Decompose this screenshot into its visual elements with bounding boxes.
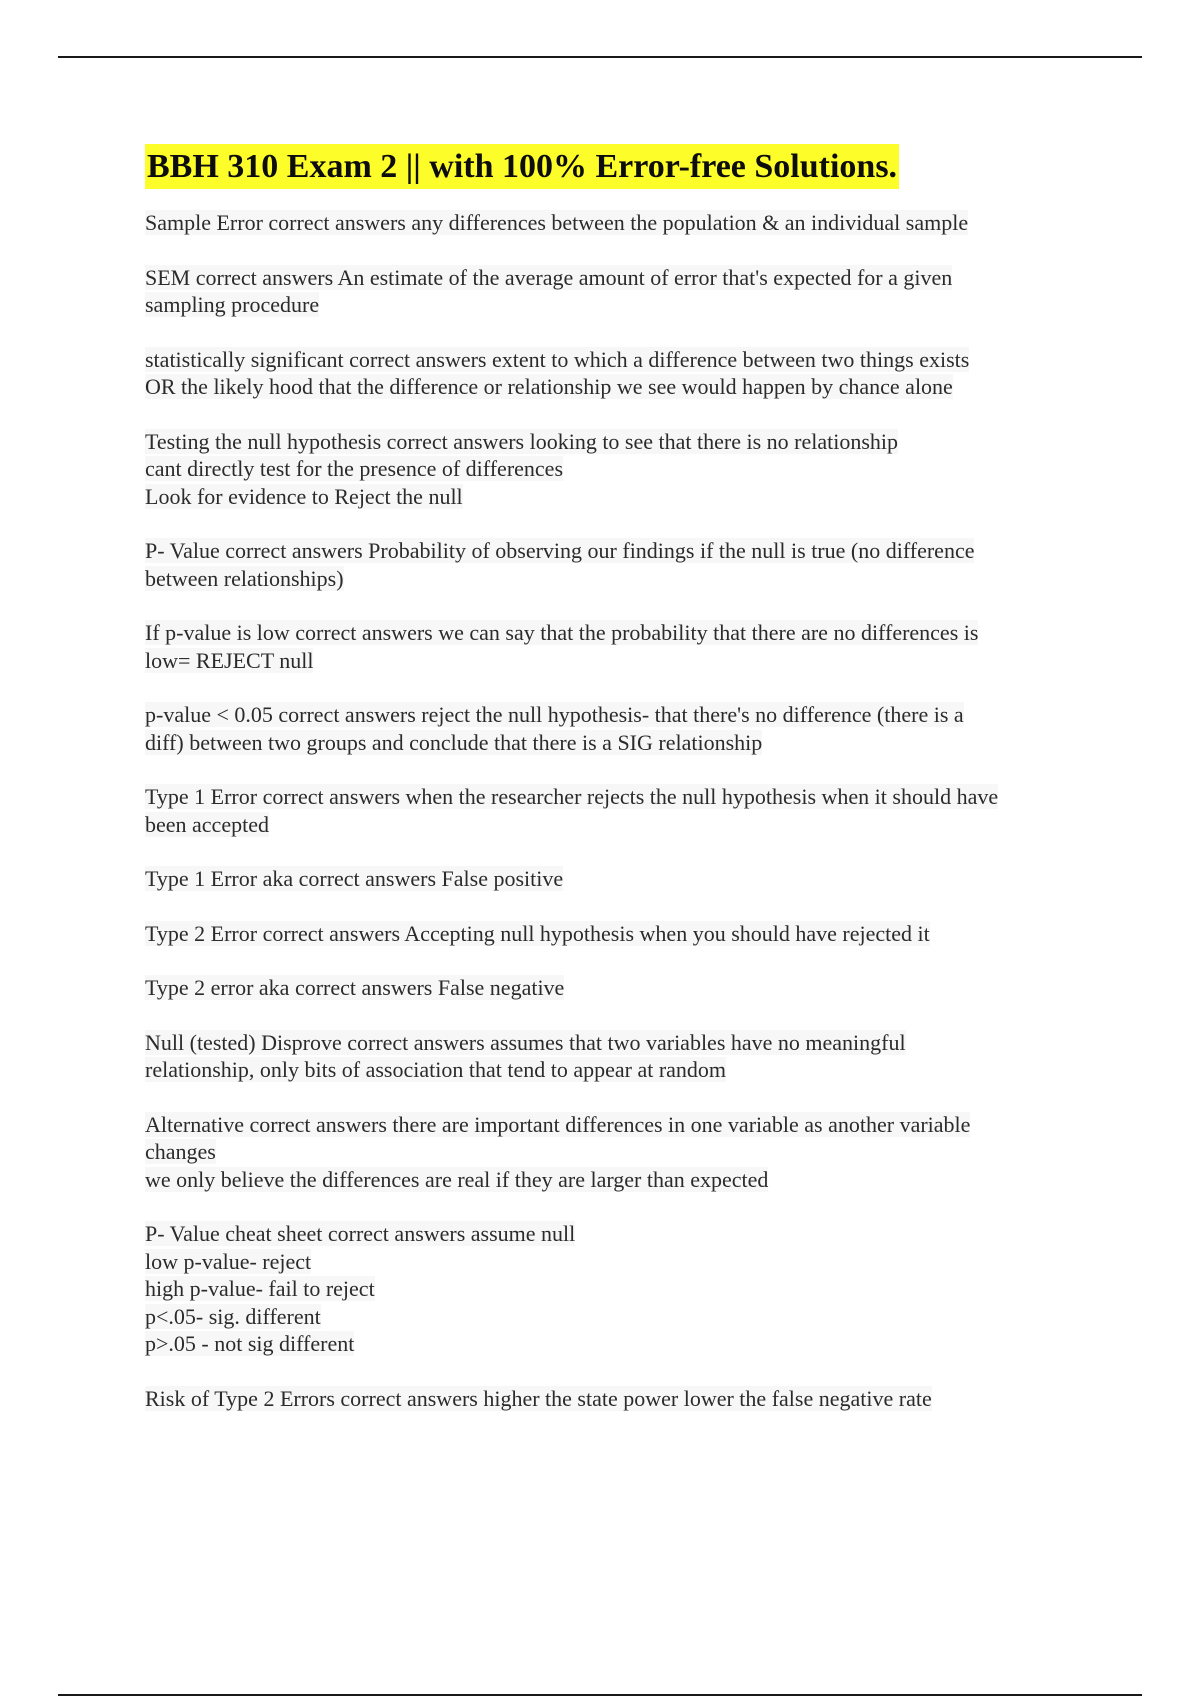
document-body xyxy=(145,144,1095,1439)
qa-entry-line xyxy=(145,1248,1095,1276)
qa-entry-text: Type 1 Error aka correct answers False positive xyxy=(145,866,564,891)
qa-entry-text: P- Value cheat sheet correct answers assume null xyxy=(145,1221,576,1246)
qa-entry-text: relationship, only bits of association that tend to appear at random xyxy=(145,1057,727,1082)
qa-entry-line xyxy=(145,811,1095,839)
qa-entry-line xyxy=(145,647,1095,675)
qa-entry-line xyxy=(145,974,1095,1002)
qa-entry-line xyxy=(145,920,1095,948)
qa-entry-line xyxy=(145,783,1095,811)
qa-entry-line xyxy=(145,729,1095,757)
qa-entry-line xyxy=(145,1029,1095,1057)
qa-entry-line xyxy=(145,1330,1095,1358)
qa-entry xyxy=(145,783,1095,838)
qa-entry-text: Risk of Type 2 Errors correct answers higher the state power lower the false negative rate xyxy=(145,1385,932,1411)
qa-entry xyxy=(145,1111,1095,1194)
qa-entry-line xyxy=(145,565,1095,593)
qa-entry-text: p<.05- sig. different xyxy=(145,1303,321,1329)
qa-entry-line xyxy=(145,264,1095,292)
qa-list xyxy=(145,209,1095,1412)
qa-entry-line xyxy=(145,1138,1095,1166)
qa-entry xyxy=(145,537,1095,592)
qa-entry-line xyxy=(145,619,1095,647)
qa-entry-text: P- Value correct answers Probability of observing our findings if the null is true (no difference xyxy=(145,538,975,563)
qa-entry-line xyxy=(145,865,1095,893)
qa-entry-text: sampling procedure xyxy=(145,292,320,317)
qa-entry-text: low p-value- reject xyxy=(145,1248,312,1274)
qa-entry-text: diff) between two groups and conclude that there is a SIG relationship xyxy=(145,729,763,755)
qa-entry-line xyxy=(145,1220,1095,1248)
qa-entry-text: SEM correct answers An estimate of the average amount of error that's expected for a given xyxy=(145,264,953,290)
qa-entry xyxy=(145,701,1095,756)
qa-entry-text: cant directly test for the presence of differences xyxy=(145,456,563,481)
qa-entry xyxy=(145,209,1095,237)
qa-entry-line xyxy=(145,537,1095,565)
qa-entry-line xyxy=(145,483,1095,511)
qa-entry-text: Look for evidence to Reject the null xyxy=(145,483,463,509)
qa-entry-text: Type 2 error aka correct answers False negative xyxy=(145,975,565,1000)
qa-entry-line xyxy=(145,291,1095,319)
qa-entry-line xyxy=(145,346,1095,374)
qa-entry-line xyxy=(145,1056,1095,1084)
qa-entry-line xyxy=(145,428,1095,456)
qa-entry-line xyxy=(145,455,1095,483)
qa-entry xyxy=(145,920,1095,948)
bottom-rule xyxy=(58,1694,1142,1696)
qa-entry-text: between relationships) xyxy=(145,565,344,591)
qa-entry-line xyxy=(145,1385,1095,1413)
qa-entry xyxy=(145,1220,1095,1358)
qa-entry-text: Testing the null hypothesis correct answers looking to see that there is no relationship xyxy=(145,428,899,454)
qa-entry xyxy=(145,1029,1095,1084)
qa-entry-text: Type 2 Error correct answers Accepting null hypothesis when you should have rejected it xyxy=(145,920,930,946)
top-rule xyxy=(58,56,1142,58)
qa-entry-text: Sample Error correct answers any differences between the population & an individual sample xyxy=(145,210,969,235)
qa-entry-text: we only believe the differences are real if they are larger than expected xyxy=(145,1166,769,1192)
qa-entry-line xyxy=(145,1166,1095,1194)
qa-entry-line xyxy=(145,1303,1095,1331)
qa-entry xyxy=(145,974,1095,1002)
qa-entry-text: p-value < 0.05 correct answers reject the null hypothesis- that there's no difference (there is a xyxy=(145,702,964,727)
qa-entry-text: Alternative correct answers there are important differences in one variable as another variable xyxy=(145,1111,971,1137)
qa-entry-line xyxy=(145,373,1095,401)
qa-entry xyxy=(145,428,1095,511)
qa-entry-text: p>.05 - not sig different xyxy=(145,1331,355,1356)
qa-entry-text: statistically significant correct answers extent to which a difference between two things exists xyxy=(145,346,970,372)
qa-entry-line xyxy=(145,1111,1095,1139)
qa-entry-line xyxy=(145,1275,1095,1303)
qa-entry-text: changes xyxy=(145,1139,216,1164)
qa-entry-text: Type 1 Error correct answers when the researcher rejects the null hypothesis when it should have xyxy=(145,784,999,809)
qa-entry-text: Null (tested) Disprove correct answers assumes that two variables have no meaningful xyxy=(145,1029,906,1055)
qa-entry-text: low= REJECT null xyxy=(145,647,314,673)
qa-entry-text: been accepted xyxy=(145,811,269,837)
qa-entry-text: OR the likely hood that the difference or relationship we see would happen by chance alone xyxy=(145,374,953,399)
qa-entry xyxy=(145,865,1095,893)
qa-entry xyxy=(145,1385,1095,1413)
qa-entry-line xyxy=(145,701,1095,729)
qa-entry-line xyxy=(145,209,1095,237)
qa-entry xyxy=(145,619,1095,674)
qa-entry xyxy=(145,264,1095,319)
document-title: BBH 310 Exam 2 || with 100% Error-free Solutions. xyxy=(145,144,899,189)
qa-entry-text: high p-value- fail to reject xyxy=(145,1276,375,1301)
qa-entry xyxy=(145,346,1095,401)
qa-entry-text: If p-value is low correct answers we can say that the probability that there are no differences is xyxy=(145,620,979,645)
